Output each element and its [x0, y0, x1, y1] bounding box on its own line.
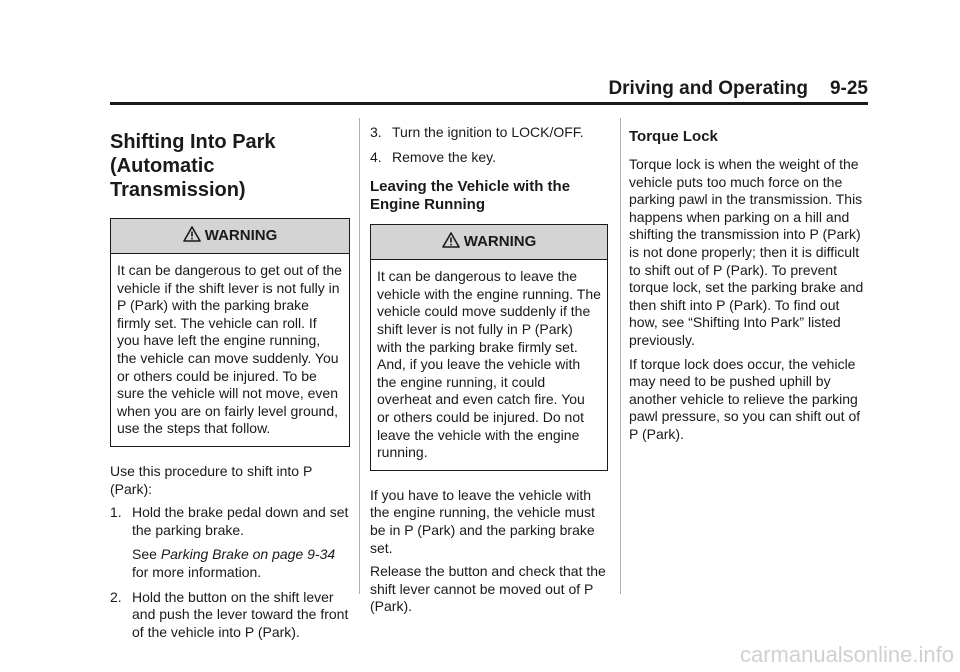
list-item	[370, 124, 608, 142]
paragraph: Torque lock is when the weight of the vehicle puts too much force on the parking pawl in the transmission. This happens when parking on a hill and shifting the transmission into P (Park) is not done properly; then it is difficult to shift out of P (Park). To prevent torque lock, set the parking brake and then shift into P (Park). To find out how, see “Shifting Into Park” listed previously.	[629, 156, 864, 348]
column-3	[629, 118, 865, 450]
page-number: 9-25	[829, 78, 868, 99]
column-2	[370, 118, 608, 622]
step-list	[110, 589, 350, 642]
warning-text: It can be dangerous to leave the vehicle with the engine running. The vehicle could move suddenly if the shift lever is not fully in P (Park) with the parking brake firmly set. And, if you leave the vehicle with the engine running, it could overheat and even catch fire. You or others could be injured. Do not leave the vehicle with the engine running.	[377, 268, 601, 461]
paragraph: If you have to leave the vehicle with the engine running, the vehicle must be in P (Park) and the parking brake set.	[370, 486, 595, 556]
list-item	[110, 504, 350, 539]
header-rule	[110, 102, 868, 105]
warning-text: It can be dangerous to get out of the vehicle if the shift lever is not fully in P (Park) with the parking brake firmly set. The vehicle can roll. If you have left the engine running, the vehicle can move suddenly. You or others could be injured. To be sure the vehicle will not move, even when you are on fairly level ground, use the steps that follow.	[117, 262, 342, 437]
page-header	[110, 78, 868, 100]
step-text: Hold the brake pedal down and set the parking brake.	[132, 504, 349, 538]
warning-triangle-icon	[183, 226, 205, 247]
watermark: carmanualsonline.info	[739, 642, 954, 667]
warning-title: WARNING	[463, 233, 537, 251]
warning-header	[371, 225, 607, 260]
list-item	[370, 149, 608, 167]
section-heading: Shifting Into Park (Automatic Transmission)	[110, 131, 276, 201]
step-text: Remove the key.	[392, 148, 497, 165]
list-item	[110, 589, 350, 642]
subsection-heading: Leaving the Vehicle with the Engine Running	[370, 178, 571, 214]
warning-box	[110, 218, 350, 447]
step-list	[110, 504, 350, 539]
paragraph: Release the button and check that the shift lever cannot be moved out of P (Park).	[370, 563, 606, 615]
step-number: 1.	[110, 504, 122, 521]
warning-header	[111, 219, 349, 254]
warning-box	[370, 224, 608, 471]
step-text: Turn the ignition to LOCK/OFF.	[392, 124, 584, 140]
column-1	[110, 118, 350, 648]
paragraph: If torque lock does occur, the vehicle may need to be pushed uphill by another vehicle to relieve the parking pawl pressure, so you can shift out of P (Park).	[629, 355, 861, 442]
subsection-heading: Torque Lock	[629, 128, 718, 145]
intro-text: Use this procedure to shift into P (Park):	[110, 462, 313, 497]
header-text	[608, 78, 868, 100]
see-prefix: See	[132, 546, 161, 563]
section-title: Driving and Operating	[608, 78, 808, 99]
column-divider	[620, 118, 621, 594]
step-number: 4.	[370, 148, 382, 165]
warning-triangle-icon	[442, 232, 464, 253]
column-divider	[359, 118, 360, 594]
step-number: 2.	[110, 588, 122, 605]
cross-reference	[110, 546, 350, 581]
step-number: 3.	[370, 124, 382, 140]
step-list	[370, 124, 608, 166]
warning-title: WARNING	[204, 227, 278, 245]
step-text: Hold the button on the shift lever and push the lever toward the front of the vehicle into P (Park).	[132, 588, 349, 640]
cross-reference-link[interactable]: Parking Brake on page 9-34	[160, 546, 336, 563]
see-suffix: for more information.	[132, 563, 262, 580]
